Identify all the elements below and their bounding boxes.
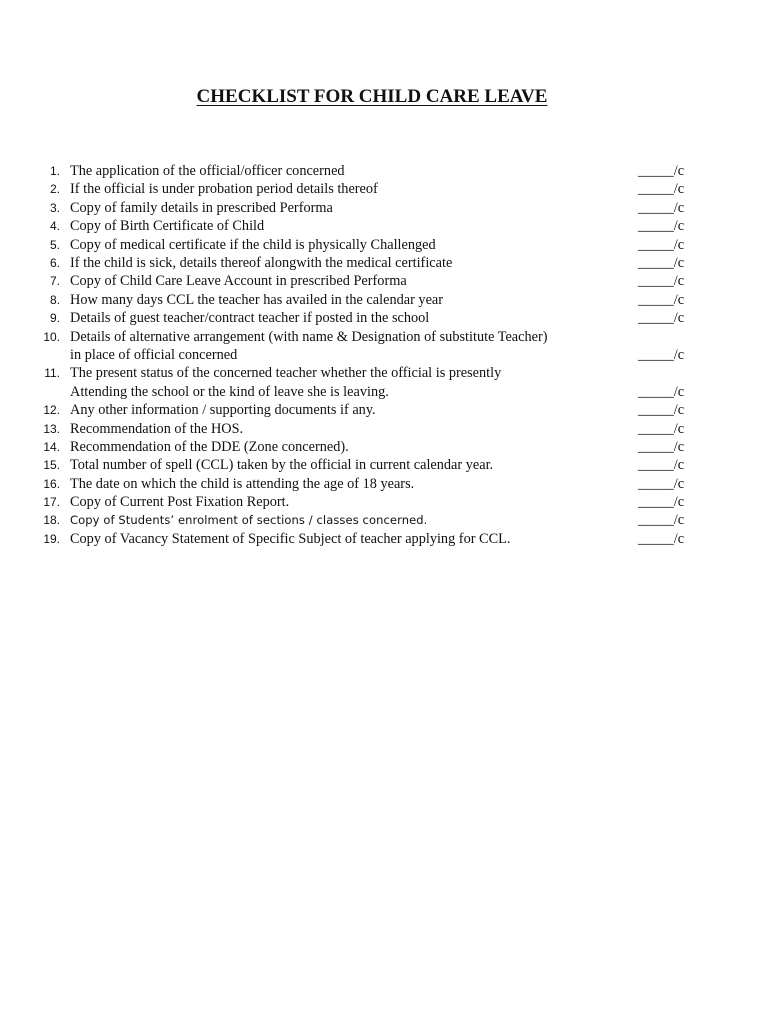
checkbox-blank: _____/c xyxy=(638,254,685,271)
checklist-item xyxy=(0,254,768,272)
checklist-item xyxy=(0,309,768,327)
checkbox-blank: _____/c xyxy=(638,475,685,492)
item-number: 19. xyxy=(43,531,60,546)
checklist-item xyxy=(0,272,768,290)
item-number: 15. xyxy=(43,458,60,473)
item-text xyxy=(70,530,510,548)
item-number: 9. xyxy=(49,311,60,326)
item-number: 10. xyxy=(43,329,60,344)
item-text xyxy=(70,199,333,217)
checkbox-blank: _____/c xyxy=(638,181,685,198)
item-text xyxy=(70,272,407,290)
item-text-line: If the child is sick, details thereof alongwith the medical certificate xyxy=(70,254,453,271)
item-number: 1. xyxy=(49,164,60,178)
item-text-line: Any other information / supporting documents if any. xyxy=(70,402,376,419)
item-number: 4. xyxy=(49,219,60,234)
item-number: 14. xyxy=(43,439,60,454)
checklist-item xyxy=(0,511,768,529)
item-text-line: How many days CCL the teacher has availed in the calendar year xyxy=(70,291,444,308)
item-number: 12. xyxy=(43,403,60,418)
checkbox-blank: _____/c xyxy=(638,291,685,308)
checkbox-blank: _____/c xyxy=(638,383,685,400)
item-text xyxy=(70,493,289,511)
item-text-line: Details of alternative arrangement (with name & Designation of substitute Teacher) xyxy=(70,328,548,345)
checklist-item xyxy=(0,420,768,438)
item-text xyxy=(70,180,378,198)
item-number: 6. xyxy=(49,255,60,270)
item-text xyxy=(70,401,376,419)
item-text xyxy=(70,236,436,254)
checkbox-blank: _____/c xyxy=(638,457,685,474)
item-text xyxy=(70,291,443,309)
item-text xyxy=(70,217,264,235)
item-number: 3. xyxy=(49,200,60,215)
item-number: 18. xyxy=(43,513,60,528)
item-number: 16. xyxy=(43,476,60,491)
checkbox-blank: _____/c xyxy=(638,494,685,511)
checklist-item xyxy=(0,364,768,401)
checklist-item xyxy=(0,162,768,180)
item-text-line: The application of the official/officer concerned xyxy=(70,163,345,179)
item-text xyxy=(70,511,427,529)
checkbox-blank: _____/c xyxy=(638,310,685,327)
item-text-line: The date on which the child is attending the age of 18 years. xyxy=(70,475,415,492)
checklist-item xyxy=(0,438,768,456)
item-text-line: Details of guest teacher/contract teacher if posted in the school xyxy=(70,310,430,327)
checkbox-blank: _____/c xyxy=(638,402,685,419)
item-text-line: Copy of Child Care Leave Account in prescribed Performa xyxy=(70,273,407,290)
checkbox-blank: _____/c xyxy=(638,199,685,216)
checkbox-blank: _____/c xyxy=(638,438,685,455)
item-text xyxy=(70,420,243,438)
item-text xyxy=(70,309,429,327)
checkbox-blank: _____/c xyxy=(638,512,685,529)
item-text xyxy=(70,328,548,365)
item-text-line: If the official is under probation period details thereof xyxy=(70,181,378,198)
item-text-line: in place of official concerned xyxy=(70,346,238,363)
item-number: 17. xyxy=(43,495,60,510)
item-number: 8. xyxy=(49,292,60,307)
item-text xyxy=(70,475,414,493)
checklist-item xyxy=(0,180,768,198)
item-number: 2. xyxy=(49,182,60,197)
item-text-line: The present status of the concerned teacher whether the official is presently xyxy=(70,365,502,382)
checkbox-blank: _____/c xyxy=(638,218,685,235)
checklist-item xyxy=(0,236,768,254)
checklist-item xyxy=(0,291,768,309)
checklist-item xyxy=(0,328,768,365)
checklist-item xyxy=(0,530,768,548)
item-text-line: Total number of spell (CCL) taken by the official in current calendar year. xyxy=(70,457,494,474)
item-text xyxy=(70,438,349,456)
checkbox-blank: _____/c xyxy=(638,346,685,363)
item-text-line: Recommendation of the DDE (Zone concerned). xyxy=(70,438,349,455)
checklist-item xyxy=(0,456,768,474)
checklist-item xyxy=(0,401,768,419)
item-text-line: Copy of family details in prescribed Performa xyxy=(70,199,333,216)
item-text-line: Attending the school or the kind of leave she is leaving. xyxy=(70,383,389,400)
checklist-item xyxy=(0,217,768,235)
item-text-line: Copy of medical certificate if the child is physically Challenged xyxy=(70,236,436,253)
checklist-item xyxy=(0,199,768,217)
checkbox-blank: _____/c xyxy=(638,163,685,179)
document-title: CHECKLIST FOR CHILD CARE LEAVE xyxy=(196,86,548,107)
item-number: 7. xyxy=(49,274,60,289)
item-text xyxy=(70,364,501,401)
item-text xyxy=(70,162,345,180)
item-text xyxy=(70,254,452,272)
item-number: 11. xyxy=(44,366,60,381)
item-text-line: Copy of Birth Certificate of Child xyxy=(70,218,265,235)
item-number: 5. xyxy=(49,237,60,252)
item-text xyxy=(70,456,493,474)
checklist xyxy=(0,162,768,548)
checklist-item xyxy=(0,475,768,493)
item-text-line: Recommendation of the HOS. xyxy=(70,420,244,437)
checkbox-blank: _____/c xyxy=(638,420,685,437)
item-text-line: Copy of Current Post Fixation Report. xyxy=(70,494,290,511)
item-number: 13. xyxy=(43,421,60,436)
checklist-item xyxy=(0,493,768,511)
item-text-line: Copy of Vacancy Statement of Specific Subject of teacher applying for CCL. xyxy=(70,530,511,547)
item-text-line: Copy of Students’ enrolment of sections / classes concerned. xyxy=(70,513,428,528)
checkbox-blank: _____/c xyxy=(638,273,685,290)
checkbox-blank: _____/c xyxy=(638,236,685,253)
checkbox-blank: _____/c xyxy=(638,530,685,547)
